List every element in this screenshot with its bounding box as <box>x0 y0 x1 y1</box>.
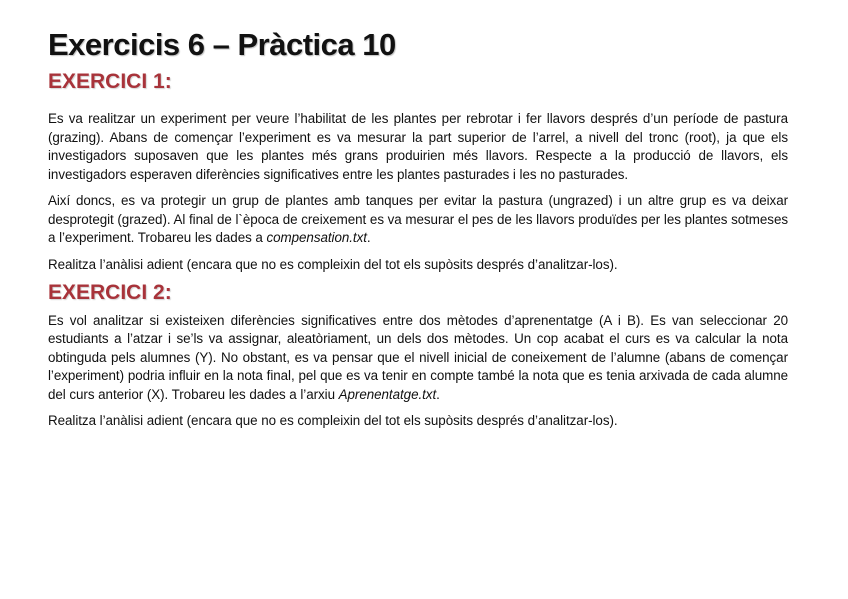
exercise-1-paragraph-1: Es va realitzar un experiment per veure l’habilitat de les plantes per rebrotar i fer llavors després d’un període de pastura (grazing). Abans de començar l’experiment es va mesurar la part superior de l’arrel, a nivell del tronc (root), ja que els investigadors suposaven que les plantes més grans produirien més llavors. Respecte a la producció de llavors, els investigadors esperaven diferències significatives entre les plantes pasturades i les no pasturades. <box>48 111 788 182</box>
exercise-2-paragraph-1-end: . <box>436 386 440 402</box>
exercise-2-paragraph-1 <box>48 312 788 405</box>
exercise-2-heading: EXERCICI 2: <box>48 281 172 305</box>
exercise-2-section <box>48 280 788 430</box>
exercise-1-section <box>48 69 788 274</box>
exercise-1-paragraph-2-text: Així doncs, es va protegir un grup de plantes amb tanques per evitar la pastura (ungrazed) i un altre grup es va deixar desprotegit (grazed). Al final de l`època de creixement es va mesurar el pes de les llavors produïdes per les plantes sotmeses a l’experiment. Trobareu les dades a <box>48 193 788 246</box>
exercise-1-instruction: Realitza l’anàlisi adient (encara que no es compleixin del tot els supòsits després d’analitzar-los). <box>48 256 618 272</box>
exercise-2-paragraph-1-text: Es vol analitzar si existeixen diferències significatives entre dos mètodes d’aprenentatge (A i B). Es van seleccionar 20 estudiants a l’atzar i se’ls va assignar, aleatòriament, un dels dos mètodes. Un cop acabat el curs es va calcular la nota obtinguda pels alumnes (Y). No obstant, es va pensar que el nivell inicial de coneixement de l’alumne (abans de començar l’experiment) podria influir en la nota final, pel que es va tenir en compte també la nota que es tenia arxivada de cada alumne del curs anterior (X). Trobareu les dades a l’arxiu <box>48 312 788 402</box>
exercise-1-paragraph-2 <box>48 192 788 248</box>
exercise-1-heading: EXERCICI 1: <box>48 70 172 94</box>
exercise-2-instruction: Realitza l’anàlisi adient (encara que no es compleixin del tot els supòsits després d’analitzar-los). <box>48 413 618 429</box>
exercise-1-data-file: compensation.txt <box>266 230 367 246</box>
exercise-1-paragraph-2-end: . <box>366 230 371 246</box>
document-page <box>48 26 788 437</box>
page-title: Exercicis 6 – Pràctica 10 <box>48 27 396 62</box>
exercise-2-data-file: Aprenentatge.txt <box>338 386 437 402</box>
